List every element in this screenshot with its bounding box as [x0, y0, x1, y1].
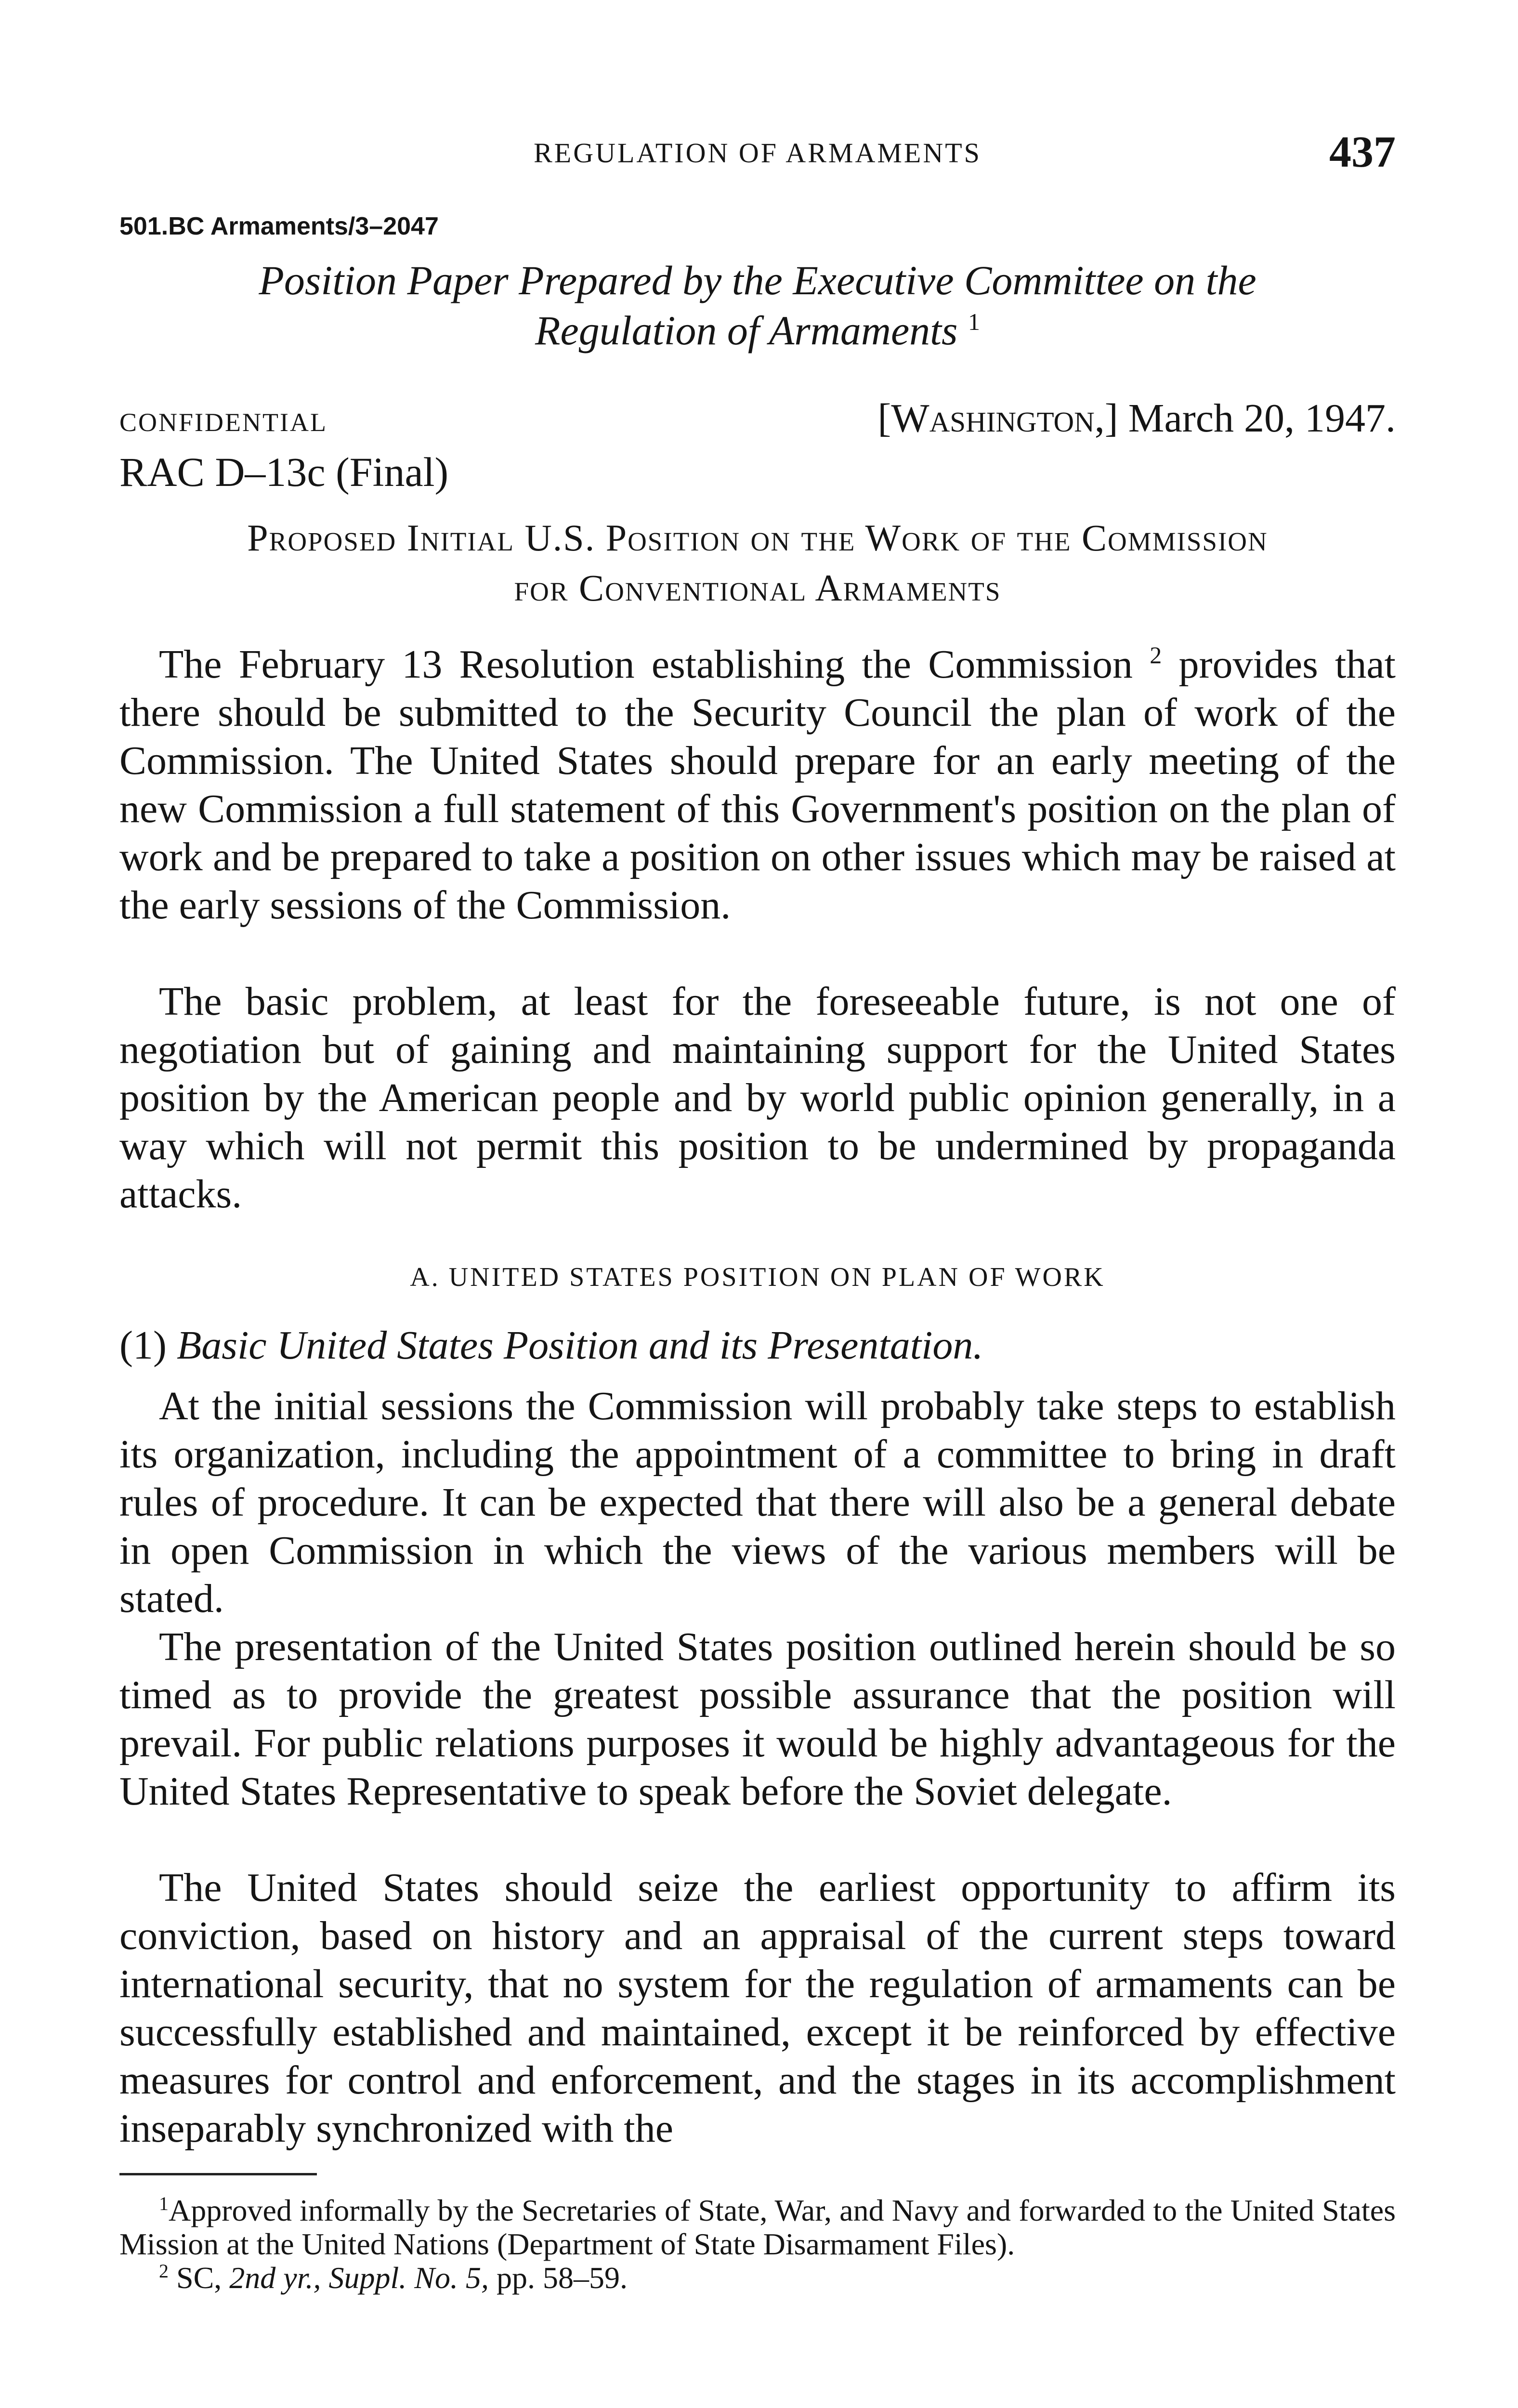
paragraph-5: The United States should seize the earliest opportunity to affirm its conviction, based on history and an appraisal of the current steps toward international security, that no system for the regulation of armaments can be successfully established and maintained, except it be reinforced by effective measures for control and enforcement, and the stages in its accomplishment inseparably synchronized with the: [119, 1865, 1396, 2151]
footnote-1-mark: 1: [159, 2193, 169, 2214]
subsection-heading: [119, 1322, 983, 1369]
subsection-title: Basic United States Position and its Presentation.: [176, 1323, 983, 1368]
document-title-line-1: Position Paper Prepared by the Executive Committee on the: [259, 257, 1256, 303]
subject-heading-line-1: Proposed Initial U.S. Position on the Work of the Commission: [247, 517, 1268, 559]
running-title: REGULATION OF ARMAMENTS: [534, 137, 981, 169]
paragraph-2: The basic problem, at least for the foreseeable future, is not one of negotiation but of gaining and maintaining support for the United States position by the American people and by world public opinion generally, in a way which will not permit this position to be undermined by propaganda attacks.: [119, 979, 1396, 1217]
dateline-place: Washington,: [891, 396, 1105, 441]
footnote-2-prefix: SC,: [176, 2261, 230, 2295]
subsection-number: (1): [119, 1323, 167, 1368]
document-page: [119, 0, 1396, 2408]
file-reference: 501.BC Armaments/3–2047: [119, 212, 439, 240]
paragraph-1: [119, 641, 1396, 929]
footnote-1: [119, 2194, 1396, 2261]
footnote-mark-1: 1: [968, 308, 980, 335]
footnote-2-suffix: pp. 58–59.: [488, 2261, 628, 2295]
dateline-date: March 20, 1947.: [1128, 396, 1396, 441]
paragraph-1-text-b: provides that there should be submitted to the Security Council the plan of work of the Commission. The United States should prepare for an early meeting of the new Commission a full statement of this Government's position on the plan of work and be prepared to take a position on other issues which may be raised at the early sessions of the Commission.: [119, 642, 1396, 928]
classification-label: CONFIDENTIAL: [119, 408, 327, 437]
footnote-divider: [119, 2173, 317, 2175]
section-heading: A. UNITED STATES POSITION ON PLAN OF WORK: [410, 1262, 1105, 1292]
paragraph-1-text-a: The February 13 Resolution establishing the Commission: [159, 642, 1133, 687]
dateline-bracket-open: [: [877, 396, 891, 441]
dateline: [877, 395, 1396, 442]
subject-heading-line-2: for Conventional Armaments: [514, 567, 1001, 609]
footnote-2: [119, 2261, 1396, 2295]
subject-heading: [119, 513, 1396, 613]
paragraph-3: At the initial sessions the Commission will probably take steps to establish its organization, including the appointment of a committee to bring in draft rules of procedure. It can be expected that there will also be a general debate in open Commission in which the views of the various members will be stated.: [119, 1384, 1396, 1621]
page-number: 437: [1329, 127, 1396, 176]
running-head: [119, 126, 1396, 179]
footnotes: [119, 2194, 1396, 2295]
paragraph-4: The presentation of the United States position outlined herein should be so timed as to provide the greatest possible assurance that the position will prevail. For public relations purposes it would be highly advantageous for the United States Representative to speak before the Soviet delegate.: [119, 1624, 1396, 1814]
footnote-2-citation: 2nd yr., Suppl. No. 5,: [229, 2261, 489, 2295]
footnote-2-mark: 2: [159, 2260, 169, 2282]
dateline-bracket-close: ]: [1104, 396, 1118, 441]
document-title-line-2-text: Regulation of Armaments: [535, 307, 958, 353]
footnote-1-text: Approved informally by the Secretaries of State, War, and Navy and forwarded to the United States Mission at the United Nations (Department of State Disarmament Files).: [119, 2193, 1396, 2261]
document-title: [119, 255, 1396, 355]
document-number: RAC D–13c (Final): [119, 449, 449, 495]
document-title-line-2: [119, 305, 1396, 355]
footnote-mark-2: 2: [1150, 641, 1162, 668]
